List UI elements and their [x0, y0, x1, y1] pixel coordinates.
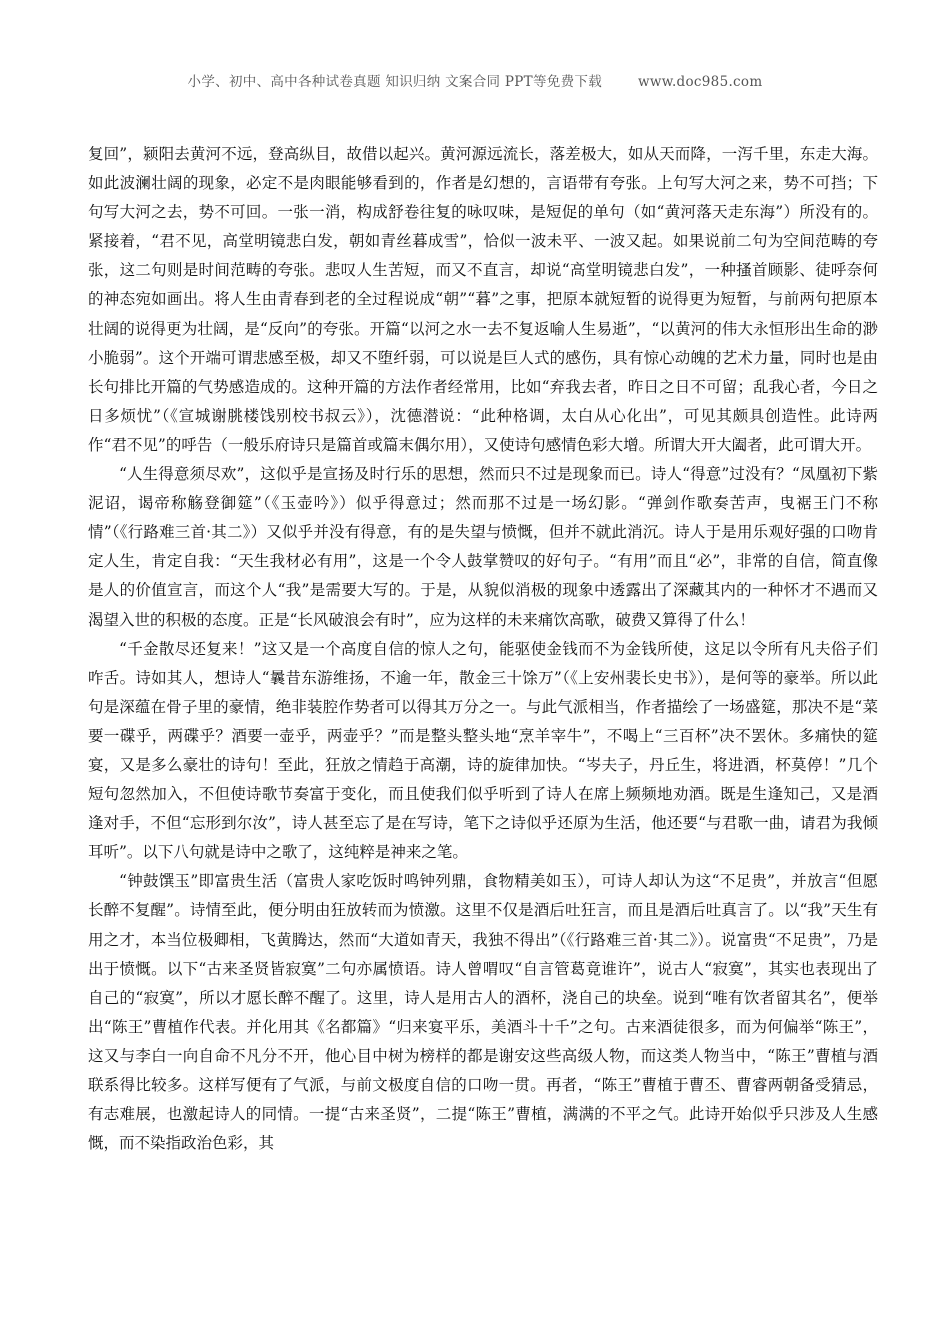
header-site-url[interactable]: www.doc985.com — [638, 74, 763, 90]
paragraph-1: 复回”，颍阳去黄河不远，登高纵目，故借以起兴。黄河源远流长，落差极大，如从天而降，一泻千里，东走大海。如此波澜壮阔的现象，必定不是肉眼能够看到的，作者是幻想的，言语带有夸张。上句写大河之来，势不可挡；下句写大河之去，势不可回。一张一消，构成舒卷往复的咏叹味，是短促的单句（如“黄河落天走东海”）所没有的。紧接着，“君不见，高堂明镜悲白发，朝如青丝暮成雪”，恰似一波未平、一波又起。如果说前二句为空间范畴的夸张，这二句则是时间范畴的夸张。悲叹人生苦短，而又不直言，却说“高堂明镜悲白发”，一种搔首顾影、徒呼奈何的神态宛如画出。将人生由青春到老的全过程说成“朝”“暮”之事，把原本就短暂的说得更为短暂，与前两句把原本壮阔的说得更为壮阔，是“反向”的夸张。开篇“以河之水一去不复返喻人生易逝”，“以黄河的伟大永恒形出生命的渺小脆弱”。这个开端可谓悲感至极，却又不堕纤弱，可以说是巨人式的感伤，具有惊心动魄的艺术力量，同时也是由长句排比开篇的气势感造成的。这种开篇的方法作者经常用，比如“弃我去者，昨日之日不可留；乱我心者，今日之日多烦忧”（《宣城谢朓楼饯别校书叔云》），沈德潜说：“此种格调，太白从心化出”，可见其颇具创造性。此诗两作“君不见”的呼告（一般乐府诗只是篇首或篇末偶尔用），又使诗句感情色彩大增。所谓大开大阖者，此可谓大开。 — [88, 145, 878, 454]
paragraph-2: “人生得意须尽欢”，这似乎是宣扬及时行乐的思想，然而只不过是现象而已。诗人“得意”过没有？“凤凰初下紫泥诏，谒帝称觞登御筵”（《玉壶吟》）似乎得意过；然而那不过是一场幻影。“弹剑作歌奏苦声，曳裾王门不称情”（《行路难三首·其二》）又似乎并没有得意，有的是失望与愤慨，但并不就此消沉。诗人于是用乐观好强的口吻肯定人生，肯定自我：“天生我材必有用”，这是一个令人鼓掌赞叹的好句子。“有用”而且“必”，非常的自信，简直像是人的价值宣言，而这个人“我”是需要大写的。于是，从貌似消极的现象中透露出了深藏其内的一种怀才不遇而又渴望入世的积极的态度。正是“长风破浪会有时”，应为这样的未来痛饮高歌，破费又算得了什么！ — [88, 465, 878, 629]
document-body — [88, 140, 878, 1158]
paragraph-4: “钟鼓馔玉”即富贵生活（富贵人家吃饭时鸣钟列鼎，食物精美如玉），可诗人却认为这“不足贵”，并放言“但愿长醉不复醒”。诗情至此，便分明由狂放转而为愤激。这里不仅是酒后吐狂言，而且是酒后吐真言了。以“我”天生有用之才，本当位极卿相，飞黄腾达，然而“大道如青天，我独不得出”（《行路难三首·其二》）。说富贵“不足贵”，乃是出于愤慨。以下“古来圣贤皆寂寞”二句亦属愤语。诗人曾喟叹“自言管葛竟谁许”，说古人“寂寞”，其实也表现出了自己的“寂寞”，所以才愿长醉不醒了。这里，诗人是用古人的酒杯，浇自己的块垒。说到“唯有饮者留其名”，便举出“陈王”曹植作代表。并化用其《名都篇》“归来宴平乐，美酒斗十千”之句。古来酒徒很多，而为何偏举“陈王”，这又与李白一向自命不凡分不开，他心目中树为榜样的都是谢安这些高级人物，而这类人物当中，“陈王”曹植与酒联系得比较多。这样写便有了气派，与前文极度自信的口吻一贯。再者，“陈王”曹植于曹丕、曹睿两朝备受猜忌，有志难展，也激起诗人的同情。一提“古来圣贤”，二提“陈王”曹植，满满的不平之气。此诗开始似乎只涉及人生感慨，而不染指政治色彩，其 — [88, 872, 878, 1153]
paragraph-3: “千金散尽还复来！”这又是一个高度自信的惊人之句，能驱使金钱而不为金钱所使，这足以令所有凡夫俗子们咋舌。诗如其人，想诗人“曩昔东游维扬，不逾一年，散金三十馀万”（《上安州裴长史书》），是何等的豪举。所以此句是深蕴在骨子里的豪情，绝非装腔作势者可以得其万分之一。与此气派相当，作者描绘了一场盛筵，那决不是“菜要一碟乎，两碟乎？酒要一壶乎，两壶乎？”而是整头整头地“烹羊宰牛”，不喝上“三百杯”决不罢休。多痛快的筵宴，又是多么豪壮的诗句！至此，狂放之情趋于高潮，诗的旋律加快。“岑夫子，丹丘生，将进酒，杯莫停！”几个短句忽然加入，不但使诗歌节奏富于变化，而且使我们似乎听到了诗人在席上频频地劝酒。既是生逢知己，又是酒逢对手，不但“忘形到尔汝”，诗人甚至忘了是在写诗，笔下之诗似乎还原为生活，他还要“与君歌一曲，请君为我倾耳听”。以下八句就是诗中之歌了，这纯粹是神来之笔。 — [88, 639, 878, 862]
header-text: 小学、初中、高中各种试卷真题 知识归纳 文案合同 PPT等免费下载 — [187, 74, 602, 90]
page-header — [0, 70, 950, 90]
